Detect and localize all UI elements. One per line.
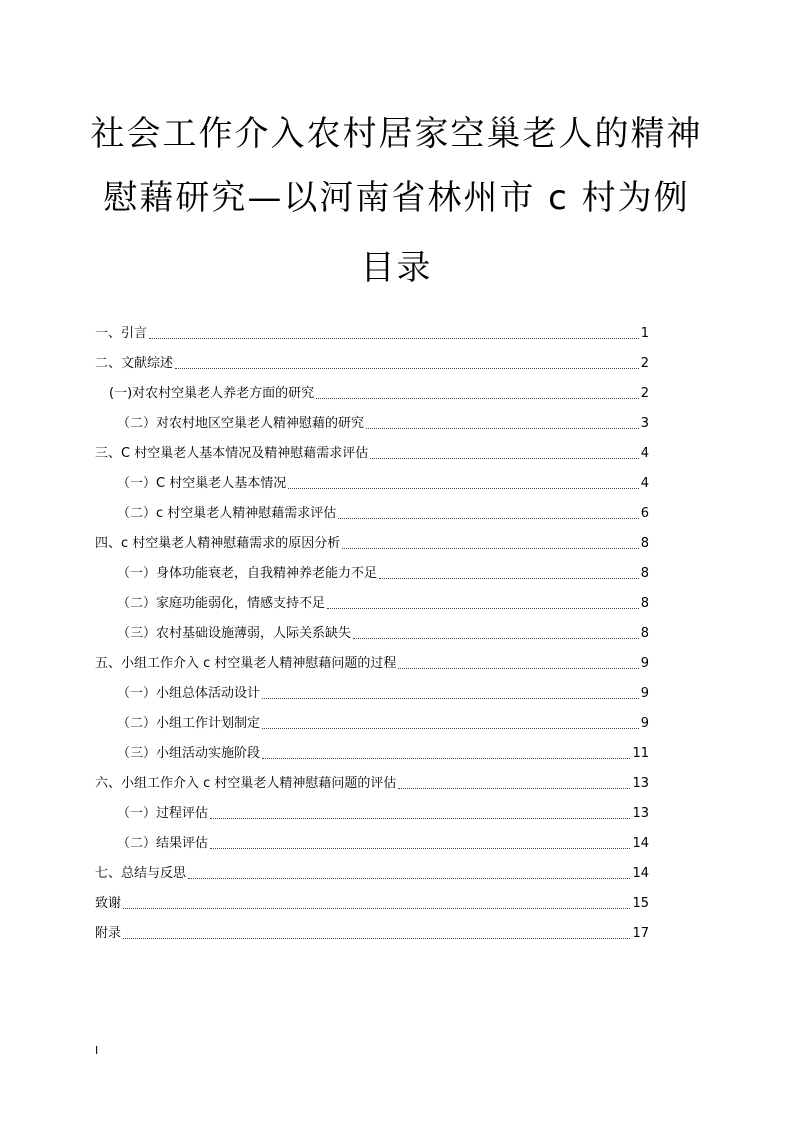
toc-entry-chapter-3[interactable] xyxy=(95,442,649,466)
toc-entry-3-2[interactable] xyxy=(117,502,649,526)
toc-entry-page: 9 xyxy=(640,716,649,731)
toc-dot-leader xyxy=(262,727,639,729)
toc-entry-page: 13 xyxy=(632,806,649,821)
toc-entry-label: （一）C 村空巢老人基本情况 xyxy=(117,476,287,491)
toc-entry-chapter-6[interactable] xyxy=(95,772,649,796)
toc-entry-page: 4 xyxy=(640,446,649,461)
toc-dot-leader xyxy=(188,877,630,879)
toc-entry-page: 3 xyxy=(640,416,649,431)
toc-entry-page: 17 xyxy=(632,926,649,941)
toc-dot-leader xyxy=(262,757,630,759)
toc-entry-label: 三、C 村空巢老人基本情况及精神慰藉需求评估 xyxy=(95,446,369,461)
toc-dot-leader xyxy=(210,817,630,819)
toc-entry-chapter-5[interactable] xyxy=(95,652,649,676)
toc-entry-4-3[interactable] xyxy=(117,622,649,646)
toc-entry-5-1[interactable] xyxy=(117,682,649,706)
toc-entry-label: （三）小组活动实施阶段 xyxy=(117,746,261,761)
toc-entry-page: 8 xyxy=(640,566,649,581)
toc-entry-page: 2 xyxy=(640,386,649,401)
toc-entry-page: 1 xyxy=(640,326,649,341)
toc-dot-leader xyxy=(288,487,639,489)
toc-entry-literature-review[interactable] xyxy=(95,352,649,376)
toc-dot-leader xyxy=(379,577,639,579)
toc-entry-label: （二）c 村空巢老人精神慰藉需求评估 xyxy=(117,506,337,521)
toc-entry-5-2[interactable] xyxy=(117,712,649,736)
toc-entry-6-2[interactable] xyxy=(117,832,649,856)
toc-dot-leader xyxy=(353,637,639,639)
toc-entry-2-1[interactable] xyxy=(109,382,649,406)
toc-entry-introduction[interactable] xyxy=(95,322,649,346)
toc-entry-label: （三）农村基础设施薄弱，人际关系缺失 xyxy=(117,626,352,641)
toc-dot-leader xyxy=(210,847,630,849)
toc-entry-label: （二）对农村地区空巢老人精神慰藉的研究 xyxy=(117,416,365,431)
toc-entry-6-1[interactable] xyxy=(117,802,649,826)
toc-entry-page: 4 xyxy=(640,476,649,491)
toc-entry-chapter-4[interactable] xyxy=(95,532,649,556)
toc-entry-page: 13 xyxy=(632,776,649,791)
toc-entry-page: 14 xyxy=(632,866,649,881)
toc-entry-page: 11 xyxy=(632,746,649,761)
toc-dot-leader xyxy=(327,607,639,609)
toc-dot-leader xyxy=(123,907,630,909)
toc-entry-label: 致谢 xyxy=(95,896,122,911)
toc-dot-leader xyxy=(366,427,639,429)
document-title-line-1: 社会工作介入农村居家空巢老人的精神 xyxy=(90,114,703,154)
toc-entry-page: 9 xyxy=(640,686,649,701)
toc-dot-leader xyxy=(149,337,639,339)
toc-entry-3-1[interactable] xyxy=(117,472,649,496)
toc-entry-4-1[interactable] xyxy=(117,562,649,586)
toc-entry-page: 2 xyxy=(640,356,649,371)
toc-entry-label: 六、小组工作介入 c 村空巢老人精神慰藉问题的评估 xyxy=(95,776,397,791)
footer-page-number: I xyxy=(95,1044,99,1057)
toc-entry-label: （二）家庭功能弱化，情感支持不足 xyxy=(117,596,326,611)
toc-entry-page: 8 xyxy=(640,626,649,641)
toc-entry-page: 9 xyxy=(640,656,649,671)
toc-entry-label: 附录 xyxy=(95,926,122,941)
toc-entry-page: 15 xyxy=(632,896,649,911)
toc-entry-label: 二、文献综述 xyxy=(95,356,174,371)
toc-dot-leader xyxy=(123,937,630,939)
toc-entry-label: （二）小组工作计划制定 xyxy=(117,716,261,731)
toc-entry-page: 14 xyxy=(632,836,649,851)
toc-entry-label: （一）过程评估 xyxy=(117,806,209,821)
toc-dot-leader xyxy=(398,787,630,789)
toc-dot-leader xyxy=(342,547,638,549)
toc-dot-leader xyxy=(370,457,639,459)
toc-entry-page: 8 xyxy=(640,596,649,611)
toc-entry-label: (一)对农村空巢老人养老方面的研究 xyxy=(109,386,315,401)
toc-dot-leader xyxy=(338,517,638,519)
toc-heading: 目录 xyxy=(360,248,433,288)
toc-entry-label: （二）结果评估 xyxy=(117,836,209,851)
toc-entry-label: （一）身体功能衰老，自我精神养老能力不足 xyxy=(117,566,378,581)
toc-entry-page: 6 xyxy=(640,506,649,521)
toc-entry-5-3[interactable] xyxy=(117,742,649,766)
toc-entry-label: 七、总结与反思 xyxy=(95,866,187,881)
toc-entry-label: 四、c 村空巢老人精神慰藉需求的原因分析 xyxy=(95,536,341,551)
toc-entry-chapter-7[interactable] xyxy=(95,862,649,886)
toc-entry-label: 五、小组工作介入 c 村空巢老人精神慰藉问题的过程 xyxy=(95,656,397,671)
toc-entry-appendix[interactable] xyxy=(95,922,649,946)
toc-dot-leader xyxy=(316,397,639,399)
toc-dot-leader xyxy=(398,667,638,669)
toc-entry-4-2[interactable] xyxy=(117,592,649,616)
toc-dot-leader xyxy=(175,367,639,369)
toc-entry-page: 8 xyxy=(640,536,649,551)
toc-entry-label: （一）小组总体活动设计 xyxy=(117,686,261,701)
toc-entry-2-2[interactable] xyxy=(117,412,649,436)
toc-entry-acknowledgements[interactable] xyxy=(95,892,649,916)
document-title-line-2: 慰藉研究—以河南省林州市 c 村为例 xyxy=(103,178,690,218)
toc-entry-label: 一、引言 xyxy=(95,326,148,341)
toc-dot-leader xyxy=(262,697,639,699)
